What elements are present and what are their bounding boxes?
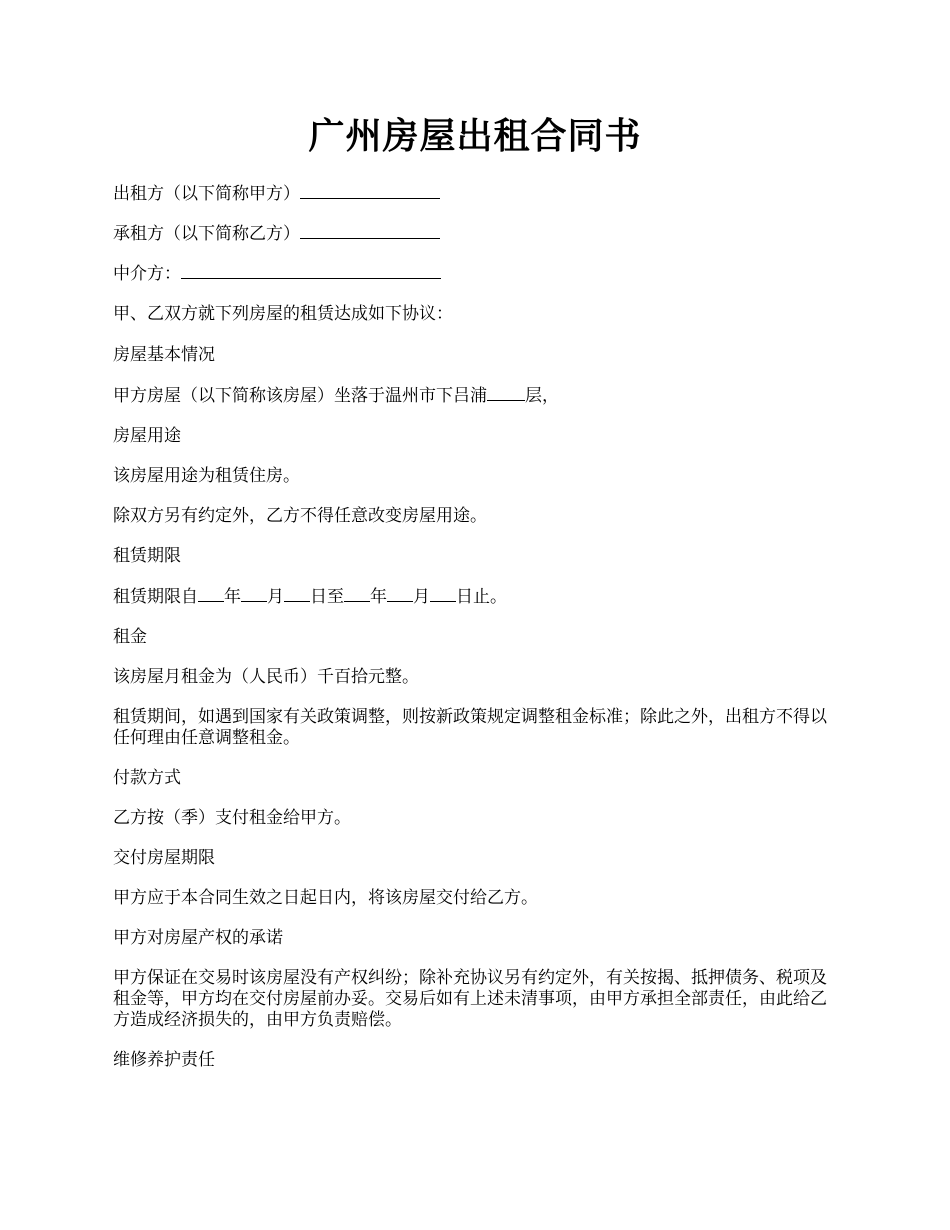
term-month-label: 月 <box>267 587 284 607</box>
term-end-label: 日止。 <box>456 587 507 607</box>
term-start: 租赁期限自 <box>113 587 198 607</box>
section-heading-delivery: 交付房屋期限 <box>113 848 215 868</box>
section-heading-maintenance: 维修养护责任 <box>113 1050 215 1070</box>
agent-label: 中介方： <box>113 264 181 284</box>
end-month-blank <box>387 586 413 602</box>
start-year-blank <box>198 586 224 602</box>
agent-line <box>113 263 843 285</box>
section-heading-term: 租赁期限 <box>113 546 181 566</box>
payment-paragraph: 乙方按（季）支付租金给甲方。 <box>113 808 351 828</box>
lessor-line <box>113 183 843 205</box>
commitment-paragraph: 甲方保证在交易时该房屋没有产权纠纷；除补充协议另有约定外，有关按揭、抵押债务、税项及租金等，甲方均在交付房屋前办妥。交易后如有上述未清事项，由甲方承担全部责任，由此给乙方造成经济损失的，由甲方负责赔偿。 <box>113 968 827 1030</box>
section-heading-basic: 房屋基本情况 <box>113 345 215 365</box>
term-day-to-label: 日至 <box>310 587 344 607</box>
lessee-blank <box>300 223 440 239</box>
lessee-line <box>113 223 843 245</box>
basic-text-2: 层， <box>525 386 559 406</box>
start-month-blank <box>241 586 267 602</box>
floor-blank <box>487 385 525 401</box>
use-paragraph-2: 除双方另有约定外，乙方不得任意改变房屋用途。 <box>113 506 487 526</box>
section-heading-commitment: 甲方对房屋产权的承诺 <box>113 928 283 948</box>
rent-paragraph-1: 该房屋月租金为（人民币）千百拾元整。 <box>113 667 419 687</box>
term-month-label-2: 月 <box>413 587 430 607</box>
agent-blank <box>181 263 441 279</box>
section-heading-rent: 租金 <box>113 627 147 647</box>
term-paragraph <box>113 586 843 608</box>
document-title: 广州房屋出租合同书 <box>308 115 642 157</box>
basic-paragraph <box>113 385 843 407</box>
delivery-paragraph: 甲方应于本合同生效之日起日内，将该房屋交付给乙方。 <box>113 888 538 908</box>
start-day-blank <box>284 586 310 602</box>
term-year-label: 年 <box>224 587 241 607</box>
section-heading-use: 房屋用途 <box>113 426 181 446</box>
use-paragraph-1: 该房屋用途为租赁住房。 <box>113 466 300 486</box>
term-year-label-2: 年 <box>370 587 387 607</box>
basic-text-1: 甲方房屋（以下简称该房屋）坐落于温州市下吕浦 <box>113 386 487 406</box>
rent-paragraph-2: 租赁期间，如遇到国家有关政策调整，则按新政策规定调整租金标准；除此之外，出租方不得以任何理由任意调整租金。 <box>113 707 827 748</box>
end-day-blank <box>430 586 456 602</box>
intro-paragraph: 甲、乙双方就下列房屋的租赁达成如下协议： <box>113 304 453 324</box>
lessee-label: 承租方（以下简称乙方） <box>113 224 300 244</box>
lessor-blank <box>300 183 440 199</box>
section-heading-payment: 付款方式 <box>113 768 181 788</box>
end-year-blank <box>344 586 370 602</box>
lessor-label: 出租方（以下简称甲方） <box>113 184 300 204</box>
